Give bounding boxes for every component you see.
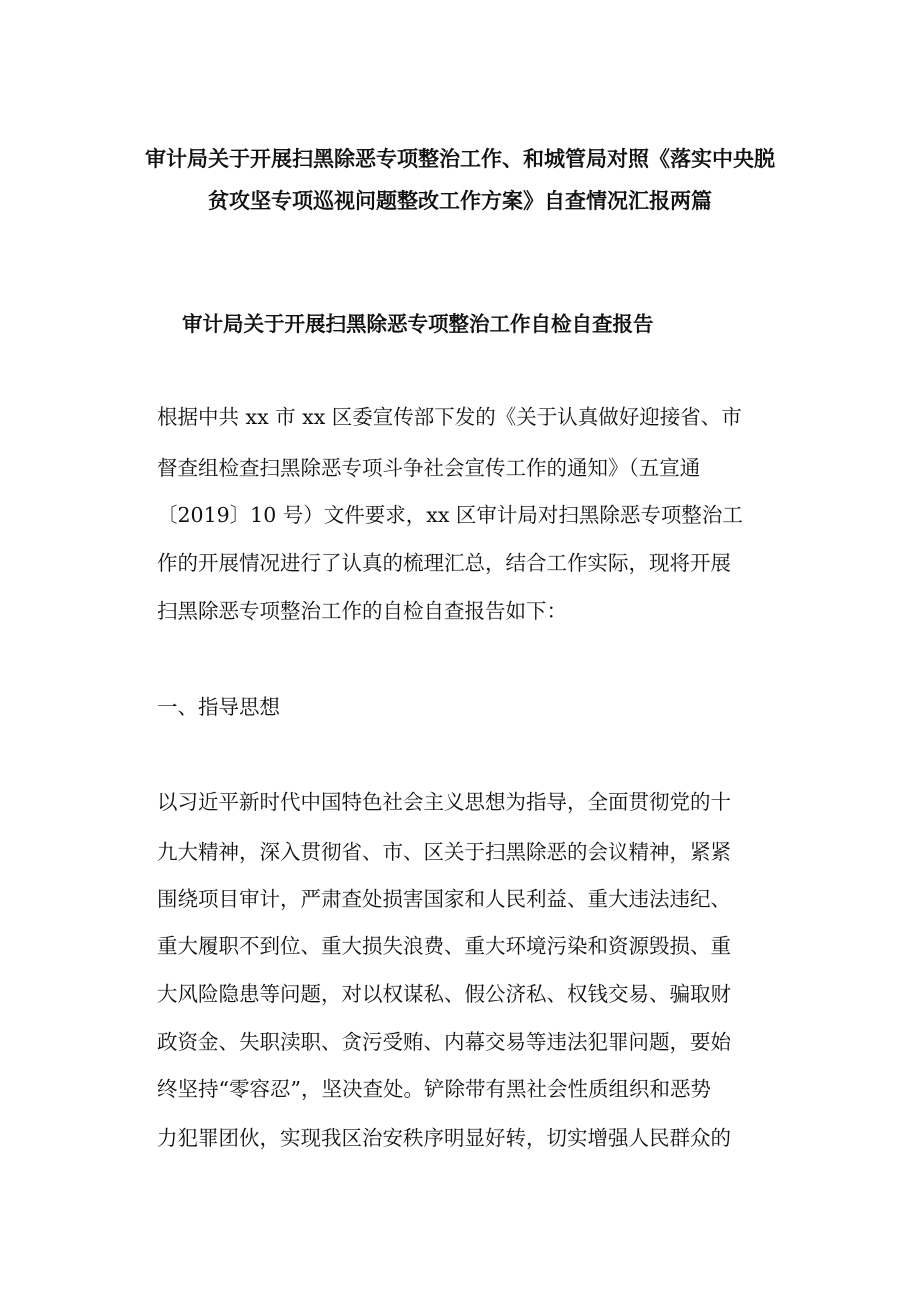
report-subtitle: 审计局关于开展扫黑除恶专项整治工作自检自查报告 <box>182 312 654 336</box>
main-title-line-1: 审计局关于开展扫黑除恶专项整治工作、和城管局对照《落实中央脱 <box>145 147 775 171</box>
body-paragraph-line-6: 政资金、失职渎职、贪污受贿、内幕交易等违法犯罪问题，要始 <box>157 1030 731 1054</box>
main-title-line-2: 贫攻坚专项巡视问题整改工作方案》自查情况汇报两篇 <box>208 189 712 213</box>
section-heading: 一、指导思想 <box>157 695 280 719</box>
intro-paragraph-line-4: 作的开展情况进行了认真的梳理汇总，结合工作实际，现将开展 <box>157 551 731 575</box>
intro-paragraph-line-3: 〔2019〕10 号）文件要求，xx 区审计局对扫黑除恶专项整治工 <box>157 503 743 527</box>
body-paragraph-line-2: 九大精神，深入贯彻省、市、区关于扫黑除恶的会议精神，紧紧 <box>157 840 731 864</box>
body-paragraph-line-7: 终坚持“零容忍”，坚决查处。铲除带有黑社会性质组织和恶势 <box>157 1077 711 1101</box>
body-paragraph-line-4: 重大履职不到位、重大损失浪费、重大环境污染和资源毁损、重 <box>157 934 731 958</box>
body-paragraph-line-1: 以习近平新时代中国特色社会主义思想为指导，全面贯彻党的十 <box>157 790 731 814</box>
intro-paragraph-line-2: 督查组检查扫黑除恶专项斗争社会宣传工作的通知》（五宣通 <box>157 456 701 480</box>
body-paragraph-line-5: 大风险隐患等问题，对以权谋私、假公济私、权钱交易、骗取财 <box>157 982 731 1006</box>
intro-paragraph-line-5: 扫黑除恶专项整治工作的自检自查报告如下： <box>157 599 567 623</box>
body-paragraph-line-3: 围绕项目审计，严肃查处损害国家和人民利益、重大违法违纪、 <box>157 887 731 911</box>
body-paragraph-line-8: 力犯罪团伙，实现我区治安秩序明显好转，切实增强人民群众的 <box>157 1126 731 1150</box>
intro-paragraph-line-1: 根据中共 xx 市 xx 区委宣传部下发的《关于认真做好迎接省、市 <box>157 405 742 429</box>
